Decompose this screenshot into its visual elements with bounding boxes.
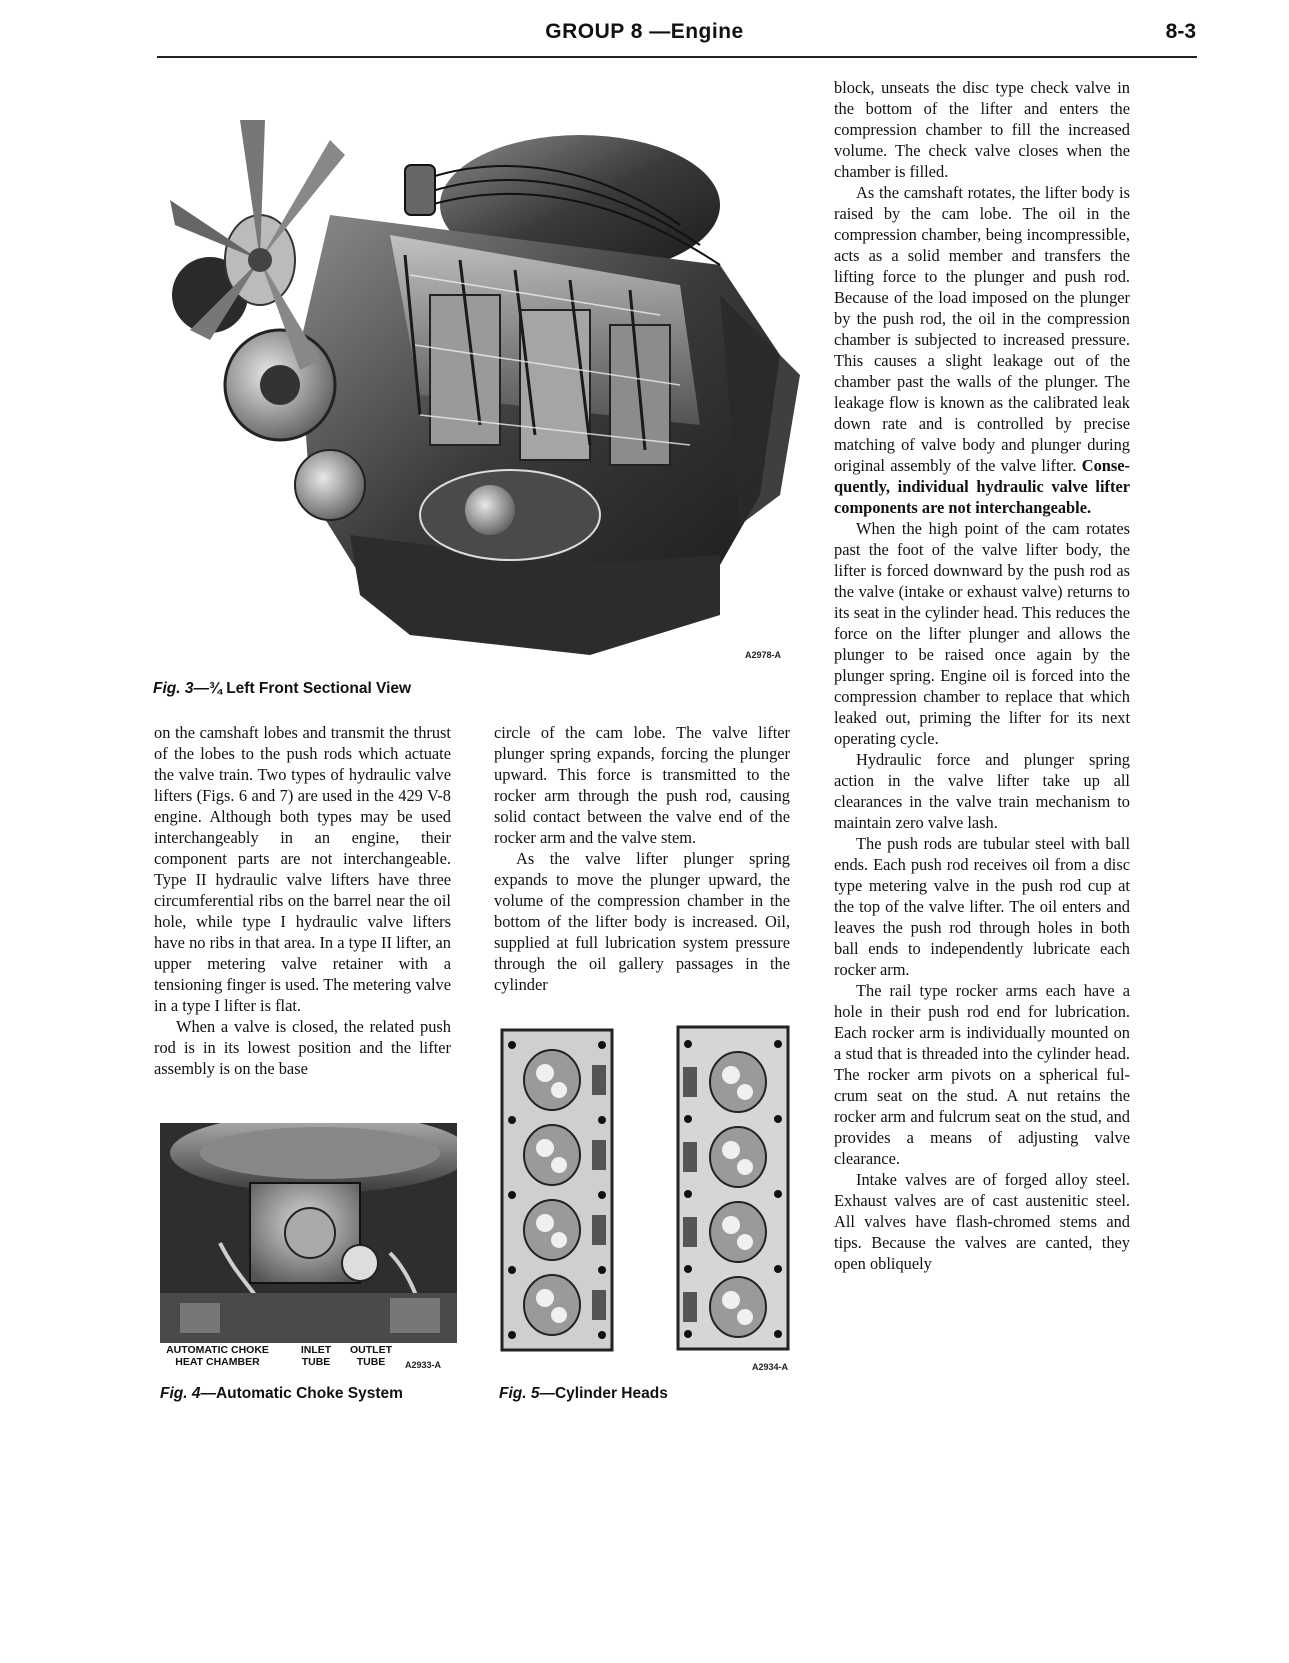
figure5-caption: [499, 1385, 668, 1403]
right-paragraph-4: Hydraulic force and plunger spring action in the valve lifter take up all clearances in the valve train mechanism to maintain zero valve lash.: [834, 750, 1130, 832]
right-paragraph-2-bold: Consequently, individual hydraulic valve lifter components are not interchangeable.: [834, 456, 1131, 517]
page-header-title: GROUP 8 —Engine: [545, 20, 744, 43]
figure5-code: A2934-A: [752, 1362, 789, 1372]
engine-sectional-illustration: [160, 95, 820, 695]
left-paragraph-1: on the camshaft lobes and transmit the thrust of the lobes to the push rods which actuate the valve train. Two types of hydraulic valve lifters (Figs. 6 and 7) are used in the 429 V-8 engine. Although both types may be used interchangeably in an engine, their component parts are not interchangeable. Type II hydraulic valve lifters have three circumferential ribs on the barrel near the oil hole, while type I hydraulic valve lifters have no ribs in that area. In a type II lifter, an upper metering valve retainer with a tensioning finger is used. The metering valve in a type I lifter is flat.: [154, 723, 451, 1015]
label-outlet-tube: OUTLET TUBE: [350, 1344, 392, 1368]
figure3-code: A2978-A: [745, 650, 782, 660]
right-paragraph-2-text: As the camshaft rotates, the lifter body is raised by the cam lobe. The oil in the compression chamber, being incompressible, acts as a solid member and transfers the lifting force to the plunger and push rod. Because of the load imposed on the plunger by the push rod, the oil in the compression chamber is subjected to increased pressure. This causes a slight leakage out of the chamber past the walls of the plunger. The leakage flow is known as the calibrated leak down rate and is controlled by precise matching of valve body and plunger during original assembly of the valve lifter.: [834, 183, 1130, 475]
middle-paragraph-2: As the valve lifter plunger spring expands to move the plunger upward, the volume of the compression chamber in the bottom of the lifter body is increased. Oil, supplied at full lubrication system pressure through the oil gallery passages in the cylinder: [494, 849, 790, 994]
cylinder-head-right: [673, 1022, 793, 1355]
figure3-caption: [153, 680, 411, 698]
figure3-caption-prefix: Fig. 3—: [153, 680, 209, 697]
middle-paragraph-1: circle of the cam lobe. The valve lifter plunger spring expands, forcing the plunger upward. This force is transmitted to the rocker arm through the push rod, causing solid contact between the valve end of the rocker arm and the valve stem.: [494, 723, 790, 847]
cylinder-head-left: [497, 1025, 617, 1355]
header-rule: [157, 56, 1197, 58]
figure5-caption-text: Cylinder Heads: [554, 1385, 668, 1402]
right-paragraph-1: block, unseats the disc type check valve in the bottom of the lifter and enters the compression chamber to fill the increased volume. The check valve closes when the chamber is filled.: [834, 78, 1130, 181]
right-column: [834, 77, 1130, 1274]
label-automatic-choke: AUTOMATIC CHOKE HEAT CHAMBER: [166, 1344, 269, 1368]
middle-column: [494, 722, 790, 995]
right-paragraph-7: Intake valves are of forged alloy steel. Exhaust valves are of cast austenitic steel. All valves have flash-chromed stems and tips. Because the valves are canted, they open obliquely: [834, 1170, 1130, 1273]
right-paragraph-5: The push rods are tubular steel with ball ends. Each push rod receives oil from a disc type metering valve in the push rod cup at the top of the valve lifter. The oil enters and leaves the push rod through holes in both ball ends to independently lubricate each rocker arm.: [834, 834, 1130, 979]
figure5-caption-prefix: Fig. 5—: [499, 1385, 555, 1402]
figure4-code: A2933-A: [405, 1360, 442, 1370]
figure3-caption-text: ¾ Left Front Sectional View: [208, 680, 412, 697]
right-paragraph-3: When the high point of the cam rotates past the foot of the valve lifter body, the lifter is forced downward by the push rod as the valve (intake or exhaust valve) returns to its seat in the cylinder head. This reduces the force on the lifter plunger and allows the plunger to be raised once again by the plunger spring. Engine oil is forced into the compression chamber to replace that which leaked out, priming the lifter for its next operating cycle.: [834, 519, 1130, 748]
figure4-caption-text: Automatic Choke System: [215, 1385, 403, 1402]
page-number: 8-3: [1165, 20, 1196, 43]
label-inlet-tube: INLET TUBE: [300, 1344, 332, 1368]
left-paragraph-2: When a valve is closed, the related push rod is in its lowest position and the lifter assembly is on the base: [154, 1017, 451, 1078]
automatic-choke-photo: [160, 1123, 457, 1343]
right-paragraph-2: [834, 182, 1130, 518]
right-paragraph-6: The rail type rocker arms each have a hole in their push rod end for lubrication. Each rocker arm is individually mounted on a stud that is threaded into the cylinder head. The rocker arm pivots on a spherical fulcrum seat on the stud. A nut retains the rocker arm and fulcrum seat on the stud, and provides a means of adjusting valve clearance.: [834, 981, 1130, 1168]
left-column: [154, 722, 451, 1079]
figure4-caption-prefix: Fig. 4—: [160, 1385, 216, 1402]
figure4-caption: [160, 1385, 403, 1403]
